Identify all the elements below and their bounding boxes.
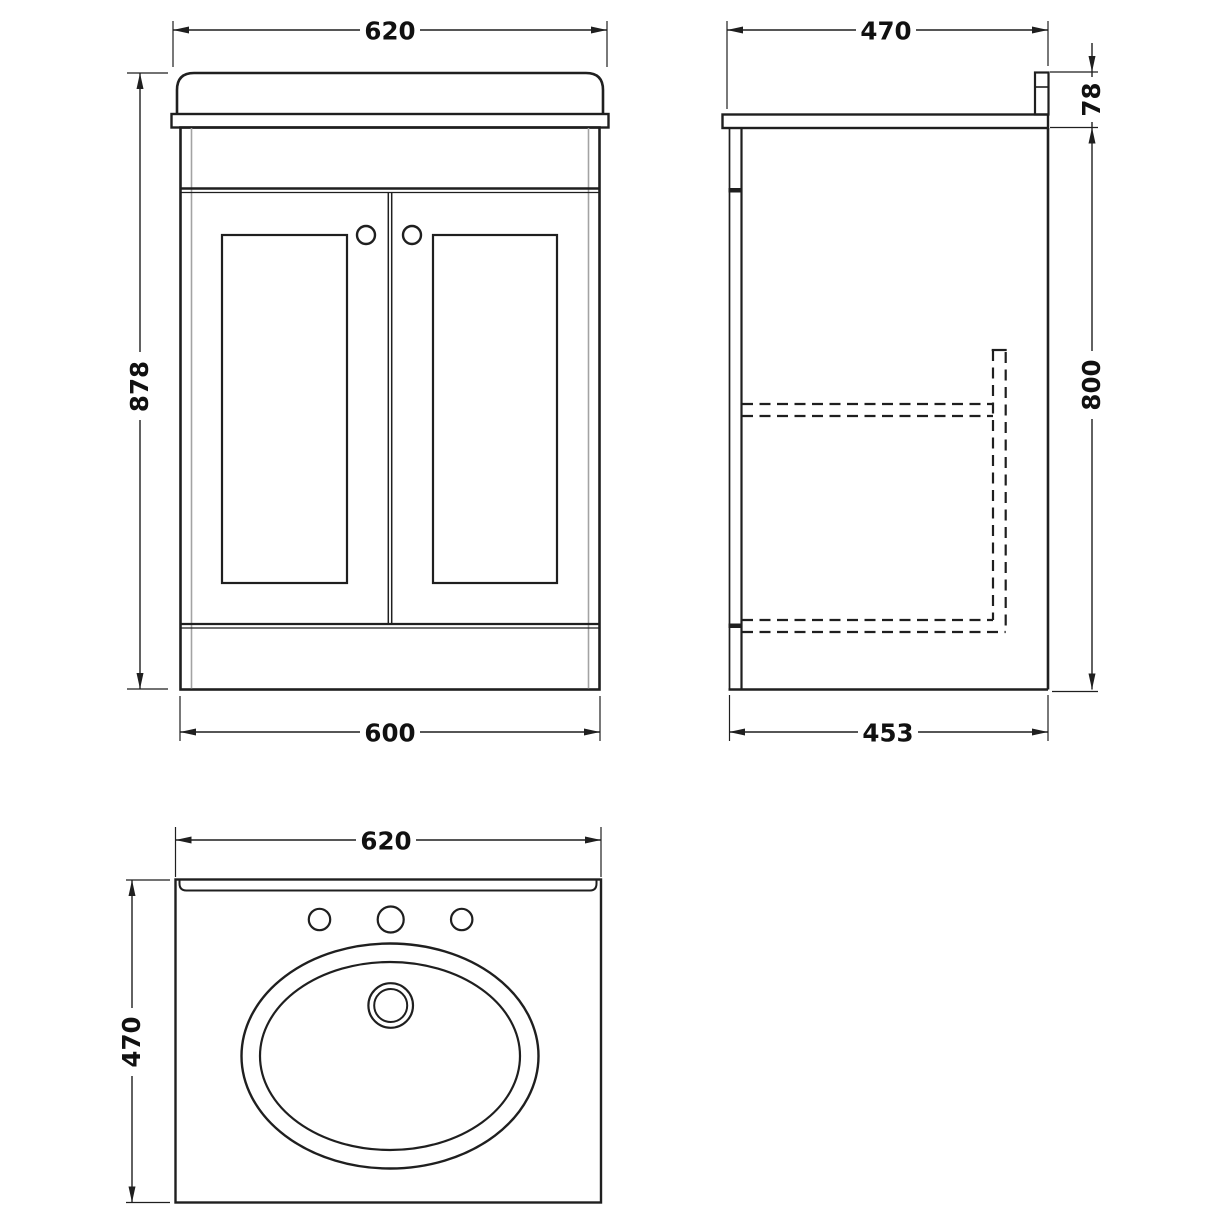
- side-dim-basin-height-label: 78: [1077, 82, 1106, 117]
- front-dim-width-top-label: 620: [364, 16, 416, 46]
- side-worktop: [723, 115, 1049, 129]
- plan-dim-width-label: 620: [360, 826, 412, 856]
- plan-view: [117, 827, 601, 1203]
- plan-tap-hole-center: [378, 907, 404, 933]
- front-right-door-panel: [433, 235, 557, 583]
- side-dim-depth-bottom: [729, 695, 1048, 748]
- plan-worktop-front-edge: [180, 880, 597, 891]
- plan-basin-inner-bowl: [260, 962, 520, 1150]
- side-dim-cabinet-height: [1052, 128, 1106, 692]
- side-dim-cabinet-height-label: 800: [1077, 359, 1106, 411]
- plan-waste-inner: [374, 989, 407, 1022]
- front-dim-width-top: [173, 17, 607, 68]
- front-dim-height: [125, 73, 168, 689]
- plan-dim-depth: [117, 880, 170, 1203]
- front-dim-width-bottom: [180, 696, 600, 748]
- plan-basin-outer-rim: [242, 944, 539, 1169]
- plan-dim-width: [176, 827, 602, 878]
- front-cabinet-body: [181, 128, 600, 690]
- side-dim-basin-height: [1050, 43, 1106, 144]
- side-hidden-shelf: [742, 404, 993, 416]
- side-hidden-back-panel: [992, 350, 1007, 632]
- plan-tap-hole-left: [309, 909, 330, 930]
- side-door-bottom-seam: [729, 624, 743, 629]
- plan-dim-depth-label: 470: [117, 1016, 146, 1068]
- plan-tap-hole-right: [451, 909, 472, 930]
- front-dim-height-label: 878: [125, 360, 154, 413]
- side-basin-upstand: [1035, 73, 1049, 115]
- side-dim-depth-bottom-label: 453: [862, 718, 914, 748]
- front-worktop-lip: [172, 114, 609, 128]
- front-basin-outline: [177, 73, 603, 114]
- side-dim-depth-top: [727, 17, 1048, 110]
- side-door-top-seam: [729, 188, 743, 193]
- front-dim-width-bottom-label: 600: [364, 718, 416, 748]
- front-left-door-panel: [222, 235, 347, 583]
- front-right-door-knob: [403, 226, 421, 244]
- front-view: [125, 17, 609, 748]
- side-view: [723, 17, 1107, 748]
- side-dim-depth-top-label: 470: [860, 16, 912, 46]
- side-hidden-bottom-board: [742, 620, 1006, 632]
- front-left-door-knob: [357, 226, 375, 244]
